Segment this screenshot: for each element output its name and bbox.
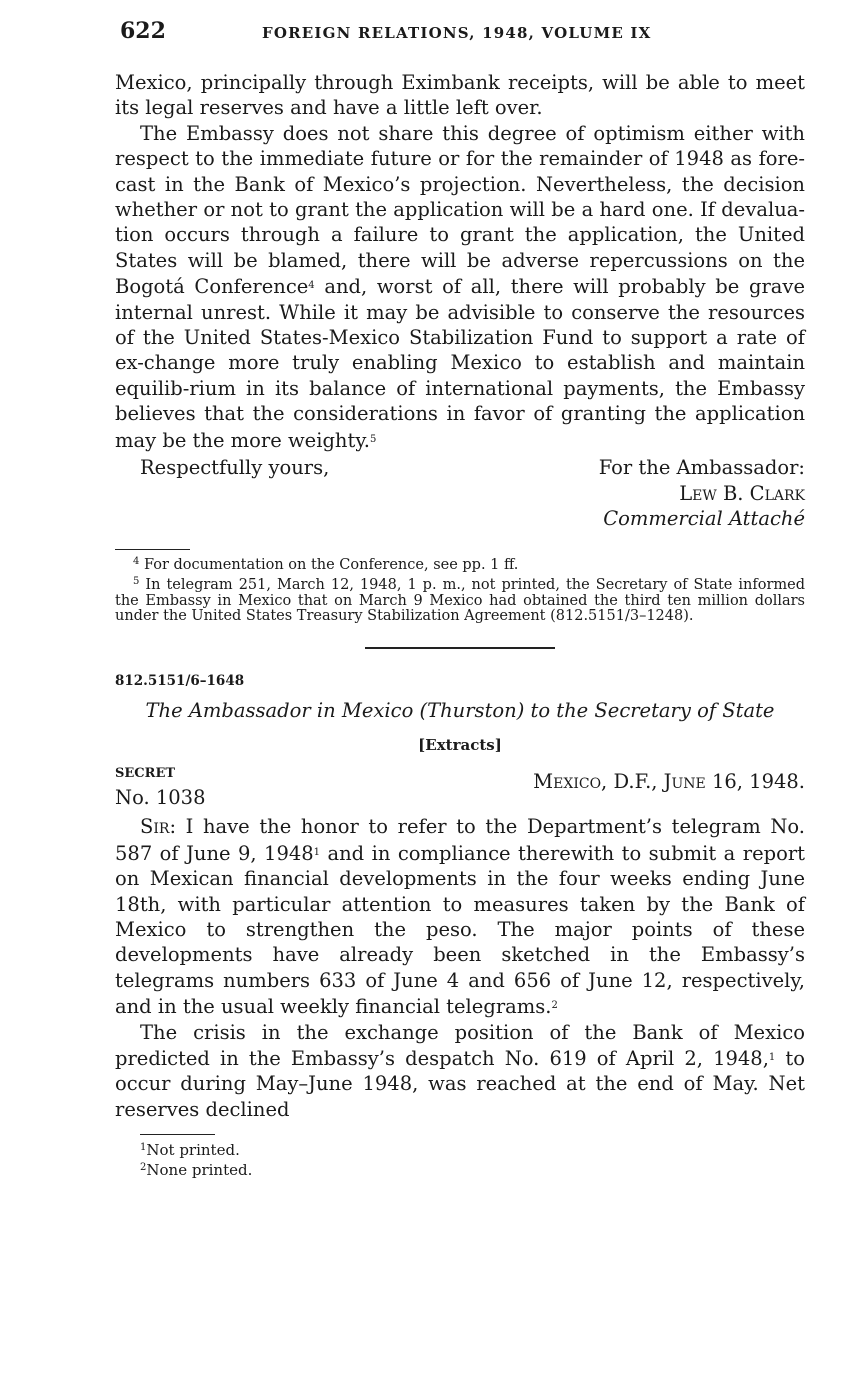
paragraph-text: : I have the honor to refer to the Department’s telegram No. 587 of June 9, 1948 (115, 815, 805, 865)
footnote (115, 574, 805, 625)
file-number: 812.5151/6–1648 (115, 673, 245, 690)
running-title: FOREIGN RELATIONS, 1948, VOLUME IX (262, 24, 652, 42)
page-body (115, 70, 805, 1179)
signature-title: Commercial Attaché (603, 506, 805, 530)
footnote-text: In telegram 251, March 12, 1948, 1 p. m., not printed, the Secretary of State informed the Embassy in Mexico that on March 9 Mexico had obtained the third ten million dollars under the United States Treasury Stabilization Agreement (812.5151/3–1248). (115, 576, 805, 625)
letter-paragraph (115, 1020, 805, 1123)
document-number: No. 1038 (115, 786, 206, 810)
section-separator (365, 647, 555, 649)
page-number: 622 (120, 18, 166, 44)
document-meta (115, 766, 805, 814)
footnote-mark: 4 (133, 556, 140, 568)
footnote (115, 554, 805, 574)
footnote (140, 1139, 805, 1159)
footnote-ref: 2 (551, 1000, 558, 1012)
footnote-mark: 5 (133, 575, 140, 587)
signature-for: For the Ambassador: (598, 456, 805, 480)
footnote-ref: 1 (768, 1051, 776, 1063)
footnote-divider (140, 1134, 215, 1135)
signature-name: Lew B. Clark (679, 481, 805, 505)
continuation-paragraph: Mexico, principally through Eximbank receipts, will be able to meet its legal reserves and have a little left over. (115, 71, 805, 120)
extracts-label: [Extracts] (418, 736, 502, 755)
paragraph-text: to occur during May–June 1948, was reached at the end of May. Net reserves declined (115, 1046, 805, 1121)
footnote-text: Not printed. (146, 1141, 240, 1160)
place-date: Mexico, D.F., June 16, 1948. (533, 770, 805, 794)
paragraph-text: and, worst of all, there will probably be grave internal unrest. While it may be advisible to conserve the resources of the United States-Mexico Stabilization Fund to support a rate of ex-change more truly enabling Mexico to establish and maintain equilib-rium in its balance of international payments, the Embassy believes that the considerations in favor of granting the application may be the more weighty. (115, 275, 805, 452)
footnote-ref: 5 (369, 433, 377, 445)
footnote-text: For documentation on the Conference, see pp. 1 ff. (139, 557, 519, 574)
footnote-ref: 1 (313, 846, 321, 858)
paragraph-text: The Embassy does not share this degree of optimism either with respect to the immediate future or for the remainder of 1948 as fore-cast in the Bank of Mexico’s projection. Nevertheless, the decision whether or not to grant the application will be a hard one. If devalua-tion occurs through a failure to grant the application, the United States will be blamed, there will be adverse repercussions on the Bogotá Conference (115, 121, 805, 299)
letter-paragraph (115, 814, 805, 1019)
footnote-mark: 2 (140, 1162, 147, 1174)
closing: Respectfully yours, (140, 456, 330, 480)
page-header (120, 18, 810, 48)
classification: SECRET (115, 766, 176, 782)
document-title: The Ambassador in Mexico (Thurston) to the Secretary of State (145, 699, 775, 723)
signature-block (115, 455, 805, 535)
embassy-paragraph (115, 121, 805, 453)
paragraph-text: and in compliance therewith to submit a report on Mexican financial developments in the four weeks ending June 18th, with particular attention to measures taken by the Bank of Mexico to strengthen the peso. The major points of these developments have already been sketched in the Embassy’s telegrams numbers 633 of June 4 and 656 of June 12, respectively, and in the usual weekly financial telegrams. (115, 841, 805, 1019)
signature (599, 455, 805, 531)
footnote (140, 1159, 805, 1179)
footnote-divider (115, 549, 190, 550)
footnote-ref: 4 (308, 280, 315, 292)
footnote-mark: 1 (140, 1142, 147, 1154)
salutation: Sir (140, 815, 170, 839)
paragraph-text: The crisis in the exchange position of the Bank of Mexico predicted in the Embassy’s despatch No. 619 of April 2, 1948, (115, 1020, 805, 1070)
footnote-text: None printed. (146, 1161, 253, 1180)
